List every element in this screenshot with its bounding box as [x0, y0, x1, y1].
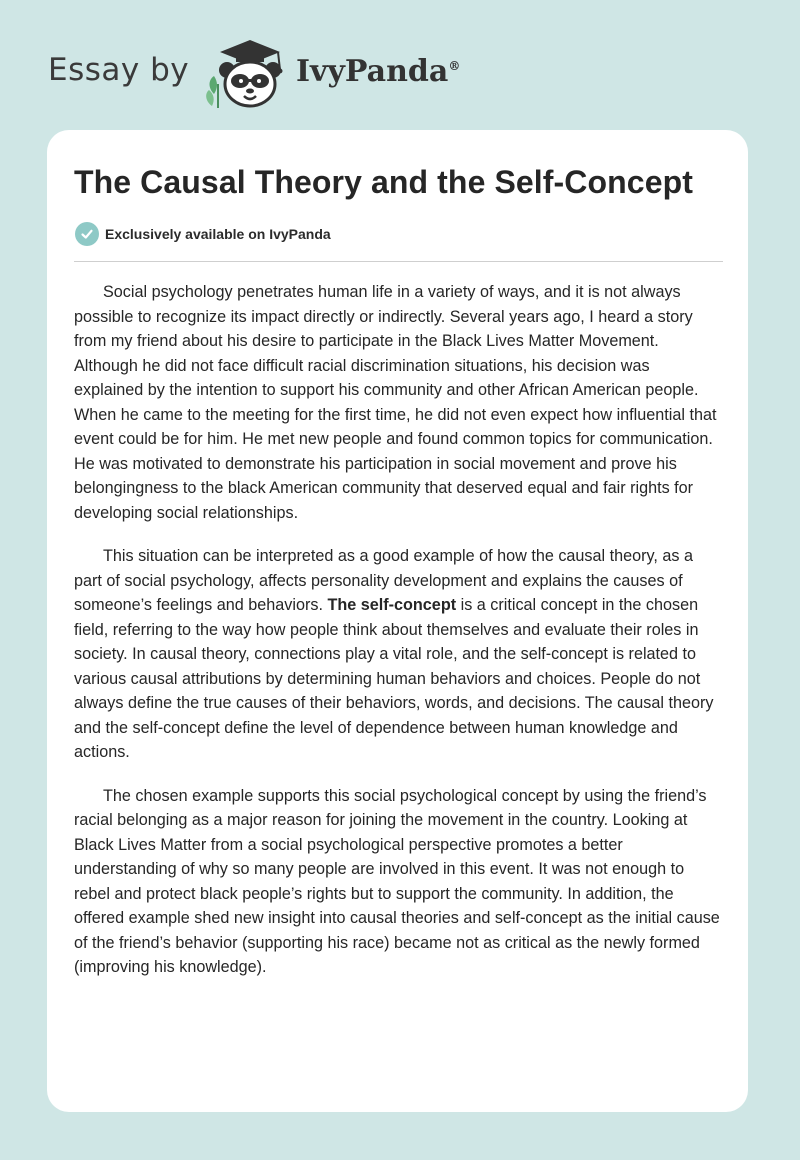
essay-card	[47, 130, 748, 1112]
paragraph-2-start: This situation can be interpreted as a good example of how the causal theory, as a part of social psychology, affects personality development and explains the causes of someone’s feelings and behaviors.	[74, 547, 693, 614]
paragraph-2	[74, 544, 722, 765]
site-header	[0, 0, 800, 128]
ivypanda-brand[interactable]	[296, 54, 460, 89]
title-divider	[74, 261, 723, 262]
brand-name: IvyPanda	[296, 54, 449, 89]
self-concept-term: The self-concept	[327, 596, 457, 614]
check-circle-icon	[75, 222, 99, 246]
paragraph-1: Social psychology penetrates human life in a variety of ways, and it is not always possible to recognize its impact directly or indirectly. Several years ago, I heard a story from my friend about his desire to participate in the Black Lives Matter Movement. Although he did not face difficult racial discrimination situations, his decision was explained by the intention to support his community and other African American people. When he came to the meeting for the first time, he did not even expect how influential that event could be for him. He met new people and found common topics for communication. He was motivated to demonstrate his participation in social movement and prove his belongingness to the black American community that deserved equal and fair rights for developing social relationships.	[74, 283, 717, 522]
exclusive-badge-label: Exclusively available on IvyPanda	[105, 226, 331, 242]
exclusive-badge	[75, 221, 331, 247]
ivypanda-logo-icon[interactable]	[200, 36, 292, 110]
paragraph-2-end: is a critical concept in the chosen field, referring to the way how people think about themselves and evaluate their roles in society. In causal theory, connections play a vital role, and the self-concept is related to various causal attributions by determining human behaviors and choices. People do not always define the true causes of their behaviors, words, and decisions. The causal theory and the self-concept define the level of dependence between human knowledge and actions.	[74, 596, 714, 761]
essay-by-label: Essay by	[48, 52, 190, 88]
essay-title: The Causal Theory and the Self-Concept	[74, 164, 694, 200]
trademark-mark: ®	[448, 59, 461, 73]
essay-body	[74, 280, 722, 999]
paragraph-3: The chosen example supports this social psychological concept by using the friend’s racial belonging as a major reason for joining the movement in the country. Looking at Black Lives Matter from a social psychological perspective promotes a better understanding of why so many people are involved in this event. It was not enough to rebel and protect black people’s rights but to support the community. In addition, the offered example shed new insight into causal theories and self-concept as the initial cause of the friend’s behavior (supporting his race) became not as critical as the newly formed (improving his knowledge).	[74, 786, 720, 976]
